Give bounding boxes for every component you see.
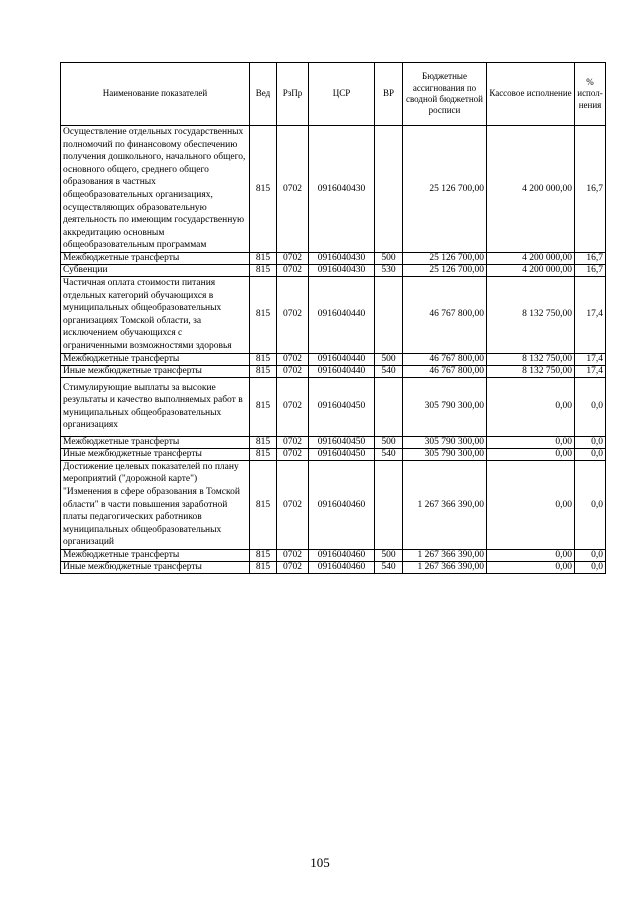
row-rzpr: 0702 <box>277 264 309 276</box>
row-vr: 500 <box>375 550 403 562</box>
row-name: Осуществление отдельных государственных полномочий по финансовому обеспечению получения дошкольного, начального общего, основного общего, среднего общего образования в частных общеобразовательных организациях, осуществляющих образовательную деятельность по имеющим государственную аккредитацию основным общеобразовательным программам <box>61 126 250 253</box>
row-cash: 4 200 000,00 <box>487 264 575 276</box>
row-ved: 815 <box>250 276 277 353</box>
table-row <box>61 126 606 253</box>
page-number: 105 <box>310 855 330 870</box>
row-name: Иные межбюджетные трансферты <box>61 562 250 574</box>
row-assignments: 46 767 800,00 <box>403 353 487 365</box>
table-row <box>61 252 606 264</box>
row-cash: 0,00 <box>487 550 575 562</box>
row-csr: 0916040430 <box>309 252 375 264</box>
row-rzpr: 0702 <box>277 550 309 562</box>
table-row <box>61 448 606 460</box>
row-cash: 8 132 750,00 <box>487 365 575 377</box>
row-vr: 540 <box>375 448 403 460</box>
row-name: Субвенции <box>61 264 250 276</box>
row-name: Достижение целевых показателей по плану мероприятий ("дорожной карте") "Изменения в сфере образования в Томской области" в части повышения заработной платы педагогических работников муниципальных общеобразовательных организаций <box>61 460 250 549</box>
row-assignments: 305 790 300,00 <box>403 377 487 436</box>
row-percent: 0,0 <box>575 377 606 436</box>
row-rzpr: 0702 <box>277 436 309 448</box>
row-assignments: 305 790 300,00 <box>403 436 487 448</box>
row-ved: 815 <box>250 252 277 264</box>
row-ved: 815 <box>250 448 277 460</box>
header-ved: Вед <box>250 63 277 126</box>
row-assignments: 25 126 700,00 <box>403 252 487 264</box>
row-percent: 0,0 <box>575 460 606 549</box>
row-percent: 0,0 <box>575 448 606 460</box>
row-name: Стимулирующие выплаты за высокие результаты и качество выполняемых работ в муниципальных общеобразовательных организациях <box>61 377 250 436</box>
row-ved: 815 <box>250 365 277 377</box>
row-percent: 0,0 <box>575 562 606 574</box>
row-csr: 0916040440 <box>309 353 375 365</box>
row-assignments: 46 767 800,00 <box>403 276 487 353</box>
table-row <box>61 353 606 365</box>
row-ved: 815 <box>250 550 277 562</box>
budget-execution-table <box>60 62 606 574</box>
row-ved: 815 <box>250 377 277 436</box>
row-name: Межбюджетные трансферты <box>61 550 250 562</box>
row-name: Межбюджетные трансферты <box>61 353 250 365</box>
row-ved: 815 <box>250 353 277 365</box>
row-assignments: 46 767 800,00 <box>403 365 487 377</box>
row-name: Иные межбюджетные трансферты <box>61 365 250 377</box>
row-assignments: 1 267 366 390,00 <box>403 562 487 574</box>
row-csr: 0916040430 <box>309 126 375 253</box>
header-name: Наименование показателей <box>61 63 250 126</box>
row-vr: 530 <box>375 264 403 276</box>
row-percent: 17,4 <box>575 276 606 353</box>
row-cash: 0,00 <box>487 436 575 448</box>
row-csr: 0916040440 <box>309 276 375 353</box>
row-vr: 500 <box>375 353 403 365</box>
row-ved: 815 <box>250 460 277 549</box>
row-rzpr: 0702 <box>277 448 309 460</box>
row-rzpr: 0702 <box>277 365 309 377</box>
row-percent: 0,0 <box>575 550 606 562</box>
header-rzpr: РзПр <box>277 63 309 126</box>
header-vr: ВР <box>375 63 403 126</box>
row-vr <box>375 126 403 253</box>
row-rzpr: 0702 <box>277 126 309 253</box>
row-vr <box>375 460 403 549</box>
table-row <box>61 460 606 549</box>
row-rzpr: 0702 <box>277 377 309 436</box>
row-rzpr: 0702 <box>277 276 309 353</box>
row-ved: 815 <box>250 562 277 574</box>
table-row <box>61 276 606 353</box>
header-percent: % испол-нения <box>575 63 606 126</box>
row-name: Межбюджетные трансферты <box>61 252 250 264</box>
row-vr: 500 <box>375 436 403 448</box>
row-name: Частичная оплата стоимости питания отдельных категорий обучающихся в муниципальных общеобразовательных организациях Томской области, за исключением обучающихся с ограниченными возможностями здоровья <box>61 276 250 353</box>
row-vr: 540 <box>375 365 403 377</box>
row-csr: 0916040450 <box>309 436 375 448</box>
row-vr: 540 <box>375 562 403 574</box>
table-header-row <box>61 63 606 126</box>
row-csr: 0916040450 <box>309 377 375 436</box>
row-csr: 0916040450 <box>309 448 375 460</box>
row-percent: 17,4 <box>575 365 606 377</box>
row-name: Межбюджетные трансферты <box>61 436 250 448</box>
row-assignments: 1 267 366 390,00 <box>403 550 487 562</box>
row-percent: 16,7 <box>575 264 606 276</box>
row-assignments: 25 126 700,00 <box>403 126 487 253</box>
row-rzpr: 0702 <box>277 252 309 264</box>
row-cash: 4 200 000,00 <box>487 126 575 253</box>
row-assignments: 305 790 300,00 <box>403 448 487 460</box>
row-rzpr: 0702 <box>277 562 309 574</box>
row-cash: 0,00 <box>487 460 575 549</box>
row-cash: 8 132 750,00 <box>487 353 575 365</box>
row-csr: 0916040440 <box>309 365 375 377</box>
row-cash: 0,00 <box>487 377 575 436</box>
table-row <box>61 436 606 448</box>
row-csr: 0916040460 <box>309 550 375 562</box>
row-percent: 0,0 <box>575 436 606 448</box>
row-csr: 0916040460 <box>309 460 375 549</box>
row-assignments: 1 267 366 390,00 <box>403 460 487 549</box>
header-assignments: Бюджетные ассигнования по сводной бюджетной росписи <box>403 63 487 126</box>
table-row <box>61 550 606 562</box>
table-row <box>61 365 606 377</box>
table-row <box>61 562 606 574</box>
row-cash: 4 200 000,00 <box>487 252 575 264</box>
table-row <box>61 377 606 436</box>
row-ved: 815 <box>250 126 277 253</box>
row-name: Иные межбюджетные трансферты <box>61 448 250 460</box>
table-row <box>61 264 606 276</box>
row-vr: 500 <box>375 252 403 264</box>
row-ved: 815 <box>250 264 277 276</box>
row-percent: 16,7 <box>575 252 606 264</box>
row-vr <box>375 377 403 436</box>
row-percent: 17,4 <box>575 353 606 365</box>
row-rzpr: 0702 <box>277 353 309 365</box>
row-rzpr: 0702 <box>277 460 309 549</box>
row-cash: 0,00 <box>487 562 575 574</box>
row-csr: 0916040430 <box>309 264 375 276</box>
row-csr: 0916040460 <box>309 562 375 574</box>
header-cash-execution: Кассовое исполнение <box>487 63 575 126</box>
row-cash: 0,00 <box>487 448 575 460</box>
header-csr: ЦСР <box>309 63 375 126</box>
row-cash: 8 132 750,00 <box>487 276 575 353</box>
row-vr <box>375 276 403 353</box>
row-ved: 815 <box>250 436 277 448</box>
row-assignments: 25 126 700,00 <box>403 264 487 276</box>
row-percent: 16,7 <box>575 126 606 253</box>
